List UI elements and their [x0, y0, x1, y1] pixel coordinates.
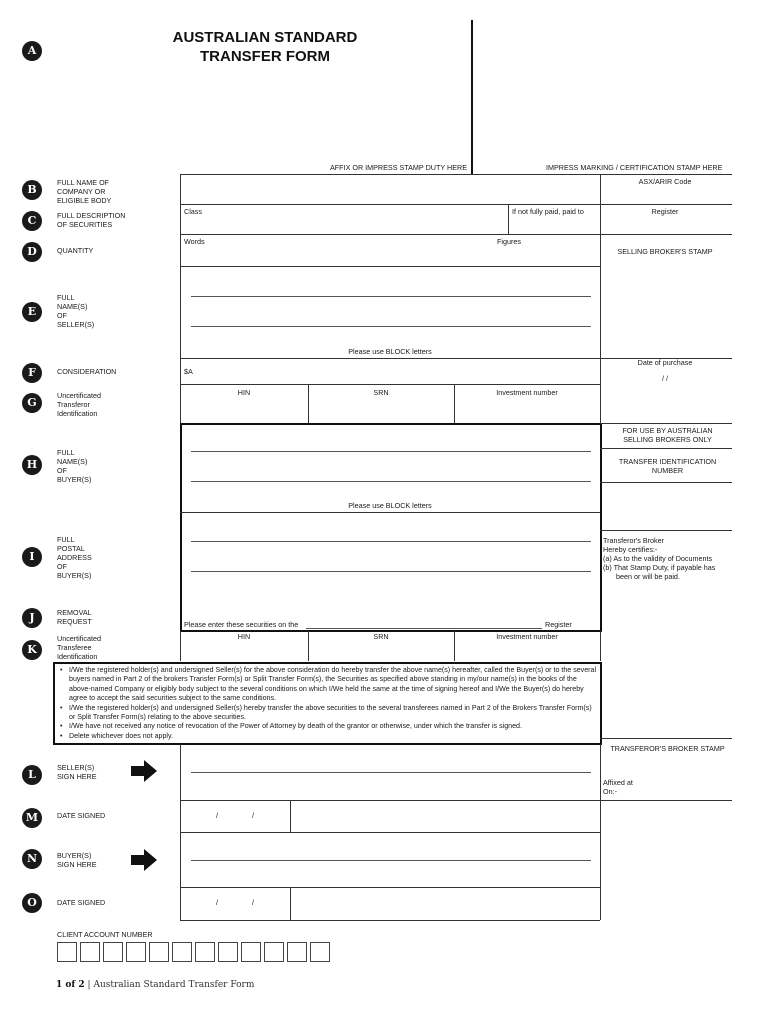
section-badge-h: H — [22, 455, 42, 475]
account-digit-box[interactable] — [195, 942, 215, 962]
account-digit-box[interactable] — [241, 942, 261, 962]
company-label-line-1: FULL NAME OF — [57, 178, 110, 187]
section-badge-d: D — [22, 242, 42, 262]
seller-signature-line[interactable] — [191, 772, 591, 773]
removal-text-pre: Please enter these securities on the — [184, 620, 299, 629]
buyer-label-line-2: NAME(S) — [57, 457, 88, 466]
selling-broker-stamp-label: SELLING BROKER'S STAMP — [617, 247, 713, 256]
stamp-area-divider — [471, 20, 473, 175]
company-label-line-3: ELIGIBLE BODY — [57, 196, 112, 205]
buyer-signature-line[interactable] — [191, 860, 591, 861]
section-badge-j: J — [22, 608, 42, 628]
address-label-line-5: BUYER(S) — [57, 571, 92, 580]
transferor-id-line-1: Uncertificated — [57, 391, 101, 400]
footer-separator: | — [87, 980, 91, 990]
buyer-name-line-1[interactable] — [191, 451, 591, 452]
account-digit-box[interactable] — [172, 942, 192, 962]
account-digit-box[interactable] — [103, 942, 123, 962]
seller-name-line-1[interactable] — [191, 296, 591, 297]
block-letters-note-buyer: Please use BLOCK letters — [348, 501, 432, 510]
transferor-id-line-3: Identification — [57, 409, 98, 418]
block-letters-note-seller: Please use BLOCK letters — [348, 347, 432, 356]
declaration-item: • I/We the registered holder(s) and undersigned Seller(s) hereby transfer the above securities to the several transferees named in Part 2 of the Brokers Transfer Form(s) or Split Transfer Form(s) relating to the above securities. — [58, 704, 598, 723]
account-digit-box[interactable] — [80, 942, 100, 962]
broker-cert-line-3: (a) As to the validity of Documents — [603, 554, 713, 563]
account-digit-box[interactable] — [218, 942, 238, 962]
section-badge-o: O — [22, 893, 42, 913]
account-digit-box[interactable] — [264, 942, 284, 962]
date-slash-m-1: / — [216, 811, 218, 820]
paid-to-label: If not fully paid, paid to — [512, 207, 584, 216]
buyer-label-line-1: FULL — [57, 448, 75, 457]
srn-label-k: SRN — [373, 632, 389, 641]
seller-name-line-2[interactable] — [191, 326, 591, 327]
broker-cert-line-1: Transferor's Broker — [603, 536, 665, 545]
right-arrow-icon — [131, 849, 157, 871]
consideration-label: CONSIDERATION — [57, 367, 117, 376]
page-footer — [56, 980, 254, 990]
address-label-line-4: OF — [57, 562, 67, 571]
for-use-line-2: SELLING BROKERS ONLY — [623, 435, 712, 444]
declaration-list — [58, 666, 598, 741]
buyer-label-line-3: OF — [57, 466, 67, 475]
declaration-item: • I/We the registered holder(s) and undersigned Seller(s) for the above consideration do hereby transfer the above name(s) hereafter, called the Buyer(s) or to the several buyers named in Part 2 of the brokers Transfer Form(s) or Split Transfer Form(s), the Securities as specified above standing in my/our name(s) in the books of the above-named Company or eligibly body subject to the several conditions on which I/We held the same at the time of signing hereof and I/We the Buyer(s) do hereby agree to accept the said securities subject to the same conditions. — [58, 666, 598, 704]
hin-label: HIN — [237, 388, 251, 397]
section-badge-i: I — [22, 547, 42, 567]
address-line-1[interactable] — [191, 541, 591, 542]
page-number: 1 of 2 — [56, 980, 85, 990]
register-label: Register — [651, 207, 679, 216]
date-slash-o-1: / — [216, 898, 218, 907]
seller-sign-line-1: SELLER(S) — [57, 763, 95, 772]
section-badge-a: A — [22, 41, 42, 61]
figures-label: Figures — [497, 237, 521, 246]
form-title-line-2: TRANSFER FORM — [200, 48, 330, 65]
footer-doc-name: Australian Standard Transfer Form — [93, 980, 255, 990]
buyer-label-line-4: BUYER(S) — [57, 475, 92, 484]
seller-label-line-2: NAME(S) — [57, 302, 88, 311]
currency-label: $A — [184, 367, 193, 376]
seller-label-line-1: FULL — [57, 293, 75, 302]
address-label-line-1: FULL — [57, 535, 75, 544]
securities-label-line-1: FULL DESCRIPTION — [57, 211, 126, 220]
account-digit-box[interactable] — [149, 942, 169, 962]
words-label: Words — [184, 237, 205, 246]
address-label-line-2: POSTAL — [57, 544, 85, 553]
removal-request-line-1: REMOVAL — [57, 608, 92, 617]
srn-label: SRN — [373, 388, 389, 397]
seller-sign-line-2: SIGN HERE — [57, 772, 97, 781]
account-digit-box[interactable] — [310, 942, 330, 962]
section-badge-m: M — [22, 808, 42, 828]
on-label: On:- — [603, 787, 617, 796]
buyer-name-line-2[interactable] — [191, 481, 591, 482]
broker-cert-line-5: been or will be paid. — [616, 572, 680, 581]
date-slash-m-2: / — [252, 811, 254, 820]
transferor-id-line-2: Transferor — [57, 400, 90, 409]
section-badge-l: L — [22, 765, 42, 785]
broker-cert-line-2: Hereby certifies:- — [603, 545, 658, 554]
date-of-purchase-slashes: / / — [662, 374, 668, 383]
account-digit-box[interactable] — [57, 942, 77, 962]
affix-stamp-label: AFFIX OR IMPRESS STAMP DUTY HERE — [330, 163, 467, 172]
section-badge-g: G — [22, 393, 42, 413]
seller-label-line-4: SELLER(S) — [57, 320, 95, 329]
date-signed-label-o: DATE SIGNED — [57, 898, 106, 907]
broker-cert-line-4: (b) That Stamp Duty, if payable has — [603, 563, 716, 572]
section-badge-f: F — [22, 363, 42, 383]
date-slash-o-2: / — [252, 898, 254, 907]
transferee-id-line-1: Uncertificated — [57, 634, 101, 643]
company-label-line-2: COMPANY OR — [57, 187, 106, 196]
right-arrow-icon — [131, 760, 157, 782]
address-line-2[interactable] — [191, 571, 591, 572]
form-title-line-1: AUSTRALIAN STANDARD — [172, 29, 358, 46]
investment-number-label: Investment number — [496, 388, 558, 397]
client-account-label: CLIENT ACCOUNT NUMBER — [57, 930, 153, 939]
removal-request-line-2: REQUEST — [57, 617, 92, 626]
section-badge-e: E — [22, 302, 42, 322]
asx-code-label: ASX/ARIR Code — [638, 177, 692, 186]
transferor-broker-stamp-label: TRANSFEROR'S BROKER STAMP — [610, 744, 725, 753]
tin-line-1: TRANSFER IDENTIFICATION — [618, 457, 717, 466]
quantity-label: QUANTITY — [57, 246, 94, 255]
register-name-line[interactable] — [306, 628, 542, 629]
securities-label-line-2: OF SECURITIES — [57, 220, 113, 229]
transferee-id-line-2: Transferee — [57, 643, 92, 652]
seller-label-line-3: OF — [57, 311, 67, 320]
buyer-sign-line-2: SIGN HERE — [57, 860, 97, 869]
transferee-id-line-3: Identification — [57, 652, 98, 661]
declaration-item: • I/We have not received any notice of revocation of the Power of Attorney by death of the grantor or otherwise, under which the transfer is signed. — [58, 722, 598, 731]
for-use-line-1: FOR USE BY AUSTRALIAN — [622, 426, 713, 435]
class-label: Class — [184, 207, 202, 216]
tin-line-2: NUMBER — [651, 466, 684, 475]
date-signed-label-m: DATE SIGNED — [57, 811, 106, 820]
section-badge-k: K — [22, 640, 42, 660]
address-label-line-3: ADDRESS — [57, 553, 92, 562]
buyer-sign-line-1: BUYER(S) — [57, 851, 92, 860]
section-badge-c: C — [22, 211, 42, 231]
section-badge-n: N — [22, 849, 42, 869]
impress-marking-label: IMPRESS MARKING / CERTIFICATION STAMP HERE — [546, 163, 723, 172]
section-badge-b: B — [22, 180, 42, 200]
hin-label-k: HIN — [237, 632, 251, 641]
date-of-purchase-label: Date of purchase — [637, 358, 693, 367]
affixed-at-label: Affixed at — [603, 778, 633, 787]
investment-number-label-k: Investment number — [496, 632, 558, 641]
declaration-item: • Delete whichever does not apply. — [58, 732, 598, 741]
removal-text-post: Register — [545, 620, 572, 629]
account-digit-box[interactable] — [287, 942, 307, 962]
account-digit-box[interactable] — [126, 942, 146, 962]
